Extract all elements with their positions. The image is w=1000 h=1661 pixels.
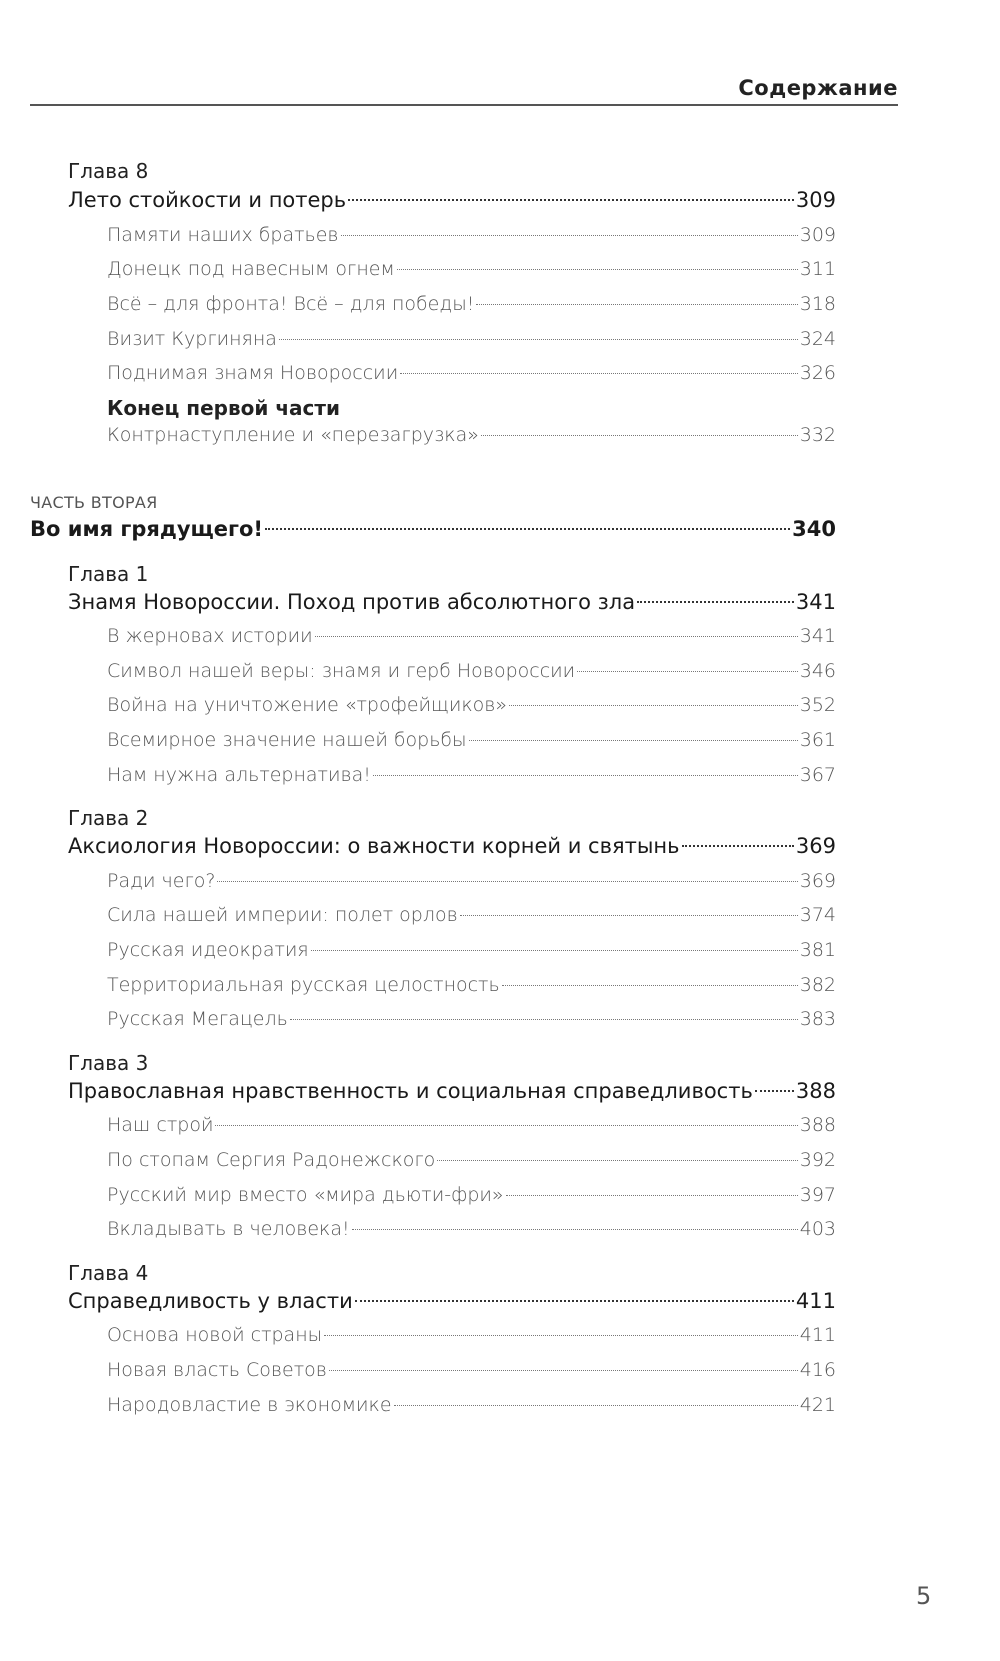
- leader-dots: [437, 1160, 797, 1161]
- leader-dots: [215, 1125, 797, 1126]
- toc-item[interactable]: [107, 656, 836, 686]
- leader-dots: [400, 373, 798, 374]
- toc-page: 352: [799, 694, 836, 716]
- toc-item[interactable]: [107, 1320, 836, 1350]
- toc-chapter-2[interactable]: [68, 831, 836, 861]
- leader-dots: [397, 269, 798, 270]
- toc-item[interactable]: [107, 760, 836, 790]
- toc-title: Во имя грядущего!: [30, 517, 263, 541]
- toc-title: Новая власть Советов: [107, 1359, 327, 1381]
- toc-page: 382: [799, 974, 836, 996]
- toc-item[interactable]: [107, 358, 836, 388]
- toc-page: 388: [795, 1079, 836, 1103]
- toc-page: 397: [799, 1184, 836, 1206]
- leader-dots: [506, 1195, 798, 1196]
- toc-title: Ради чего?: [107, 870, 216, 892]
- toc-title: Народовластие в экономике: [107, 1394, 392, 1416]
- leader-dots: [352, 1229, 798, 1230]
- toc-page: 367: [799, 764, 836, 786]
- toc-item[interactable]: [107, 324, 836, 354]
- toc-title: Аксиология Новороссии: о важности корней и святынь: [68, 834, 680, 858]
- toc-title: Основа новой страны: [107, 1324, 323, 1346]
- toc-page: 416: [799, 1359, 836, 1381]
- leader-dots: [682, 845, 794, 847]
- toc-item[interactable]: [107, 900, 836, 930]
- page-number: 5: [916, 1582, 932, 1610]
- toc-title: Война на уничтожение «трофейщиков»: [107, 694, 508, 716]
- toc-title: Православная нравственность и социальная справедливость: [68, 1079, 753, 1103]
- toc-page: 361: [799, 729, 836, 751]
- leader-dots: [373, 775, 798, 776]
- toc-part-two[interactable]: [30, 514, 836, 544]
- toc-page: 341: [799, 625, 836, 647]
- toc-title: Русский мир вместо «мира дьюти-фри»: [107, 1184, 504, 1206]
- toc-page: 332: [799, 424, 836, 446]
- toc-page: 341: [795, 590, 836, 614]
- leader-dots: [469, 740, 798, 741]
- toc-page: 383: [799, 1008, 836, 1030]
- toc-title: Донецк под навесным огнем: [107, 258, 395, 280]
- leader-dots: [460, 915, 798, 916]
- leader-dots: [315, 636, 798, 637]
- leader-dots: [509, 705, 798, 706]
- leader-dots: [279, 339, 798, 340]
- toc-title: Символ нашей веры: знамя и герб Новороссии: [107, 660, 576, 682]
- leader-dots: [355, 1300, 794, 1302]
- toc-item[interactable]: [107, 935, 836, 965]
- toc-chapter-3[interactable]: [68, 1076, 836, 1106]
- toc-item[interactable]: [107, 1110, 836, 1140]
- chapter-8-label: Глава 8: [68, 159, 149, 183]
- running-header-title: Содержание: [738, 76, 898, 100]
- toc-page: 311: [799, 258, 836, 280]
- leader-dots: [265, 528, 790, 530]
- toc-title: Визит Кургиняна: [107, 328, 277, 350]
- toc-title: Лето стойкости и потерь: [68, 188, 347, 212]
- end-of-part-one-label: Конец первой части: [107, 396, 341, 420]
- toc-page: 340: [792, 517, 836, 541]
- toc-item[interactable]: [107, 1145, 836, 1175]
- chapter-2-label: Глава 2: [68, 806, 149, 830]
- toc-page: 324: [799, 328, 836, 350]
- leader-dots: [290, 1019, 798, 1020]
- toc-page: 374: [799, 904, 836, 926]
- toc-item[interactable]: [107, 725, 836, 755]
- leader-dots: [755, 1090, 794, 1092]
- toc-title: Вкладывать в человека!: [107, 1218, 350, 1240]
- chapter-1-label: Глава 1: [68, 562, 149, 586]
- toc-item[interactable]: [107, 1390, 836, 1420]
- toc-title: Наш строй: [107, 1114, 214, 1136]
- leader-dots: [577, 671, 798, 672]
- toc-page: 346: [799, 660, 836, 682]
- toc-page: 388: [799, 1114, 836, 1136]
- toc-title: Всемирное значение нашей борьбы: [107, 729, 467, 751]
- leader-dots: [329, 1370, 798, 1371]
- toc-item[interactable]: [107, 1004, 836, 1034]
- part-two-label: ЧАСТЬ ВТОРАЯ: [30, 493, 158, 512]
- toc-chapter-4[interactable]: [68, 1286, 836, 1316]
- leader-dots: [637, 601, 794, 603]
- chapter-4-label: Глава 4: [68, 1261, 149, 1285]
- toc-page: 411: [799, 1324, 836, 1346]
- toc-title: Памяти наших братьев: [107, 224, 339, 246]
- toc-title: Нам нужна альтернатива!: [107, 764, 371, 786]
- toc-item[interactable]: [107, 690, 836, 720]
- toc-item[interactable]: [107, 289, 836, 319]
- toc-title: В жерновах истории: [107, 625, 313, 647]
- toc-page: 381: [799, 939, 836, 961]
- leader-dots: [502, 985, 798, 986]
- running-header: [30, 0, 898, 106]
- toc-title: Справедливость у власти: [68, 1289, 353, 1313]
- leader-dots: [476, 304, 797, 305]
- toc-page: 421: [799, 1394, 836, 1416]
- toc-item[interactable]: [107, 866, 836, 896]
- toc-title: Знамя Новороссии. Поход против абсолютного зла: [68, 590, 636, 614]
- toc-item[interactable]: [107, 970, 836, 1000]
- toc-page: 369: [799, 870, 836, 892]
- leader-dots: [481, 435, 798, 436]
- chapter-3-label: Глава 3: [68, 1051, 149, 1075]
- leader-dots: [324, 1335, 798, 1336]
- toc-item[interactable]: [107, 254, 836, 284]
- toc-title: Всё – для фронта! Всё – для победы!: [107, 293, 475, 315]
- toc-title: По стопам Сергия Радонежского: [107, 1149, 436, 1171]
- leader-dots: [311, 950, 798, 951]
- toc-item[interactable]: [107, 1355, 836, 1385]
- toc-page: 392: [799, 1149, 836, 1171]
- toc-page: 326: [799, 362, 836, 384]
- toc-item[interactable]: [107, 420, 836, 450]
- toc-item[interactable]: [107, 621, 836, 651]
- leader-dots: [341, 235, 798, 236]
- toc-title: Русская Мегацель: [107, 1008, 288, 1030]
- leader-dots: [348, 199, 794, 201]
- toc-page: 318: [799, 293, 836, 315]
- toc-item[interactable]: [107, 220, 836, 250]
- toc-title: Русская идеократия: [107, 939, 309, 961]
- toc-page: 309: [795, 188, 836, 212]
- toc-item[interactable]: [107, 1214, 836, 1244]
- leader-dots: [394, 1405, 798, 1406]
- toc-title: Сила нашей империи: полет орлов: [107, 904, 458, 926]
- leader-dots: [217, 881, 797, 882]
- toc-title: Территориальная русская целостность: [107, 974, 500, 996]
- toc-page: 309: [799, 224, 836, 246]
- toc-title: Контрнаступление и «перезагрузка»: [107, 424, 479, 446]
- toc-chapter-8[interactable]: [68, 185, 836, 215]
- toc-page: 369: [795, 834, 836, 858]
- toc-chapter-1[interactable]: [68, 587, 836, 617]
- toc-title: Поднимая знамя Новороссии: [107, 362, 399, 384]
- toc-page: 403: [799, 1218, 836, 1240]
- toc-page: 411: [795, 1289, 836, 1313]
- toc-item[interactable]: [107, 1180, 836, 1210]
